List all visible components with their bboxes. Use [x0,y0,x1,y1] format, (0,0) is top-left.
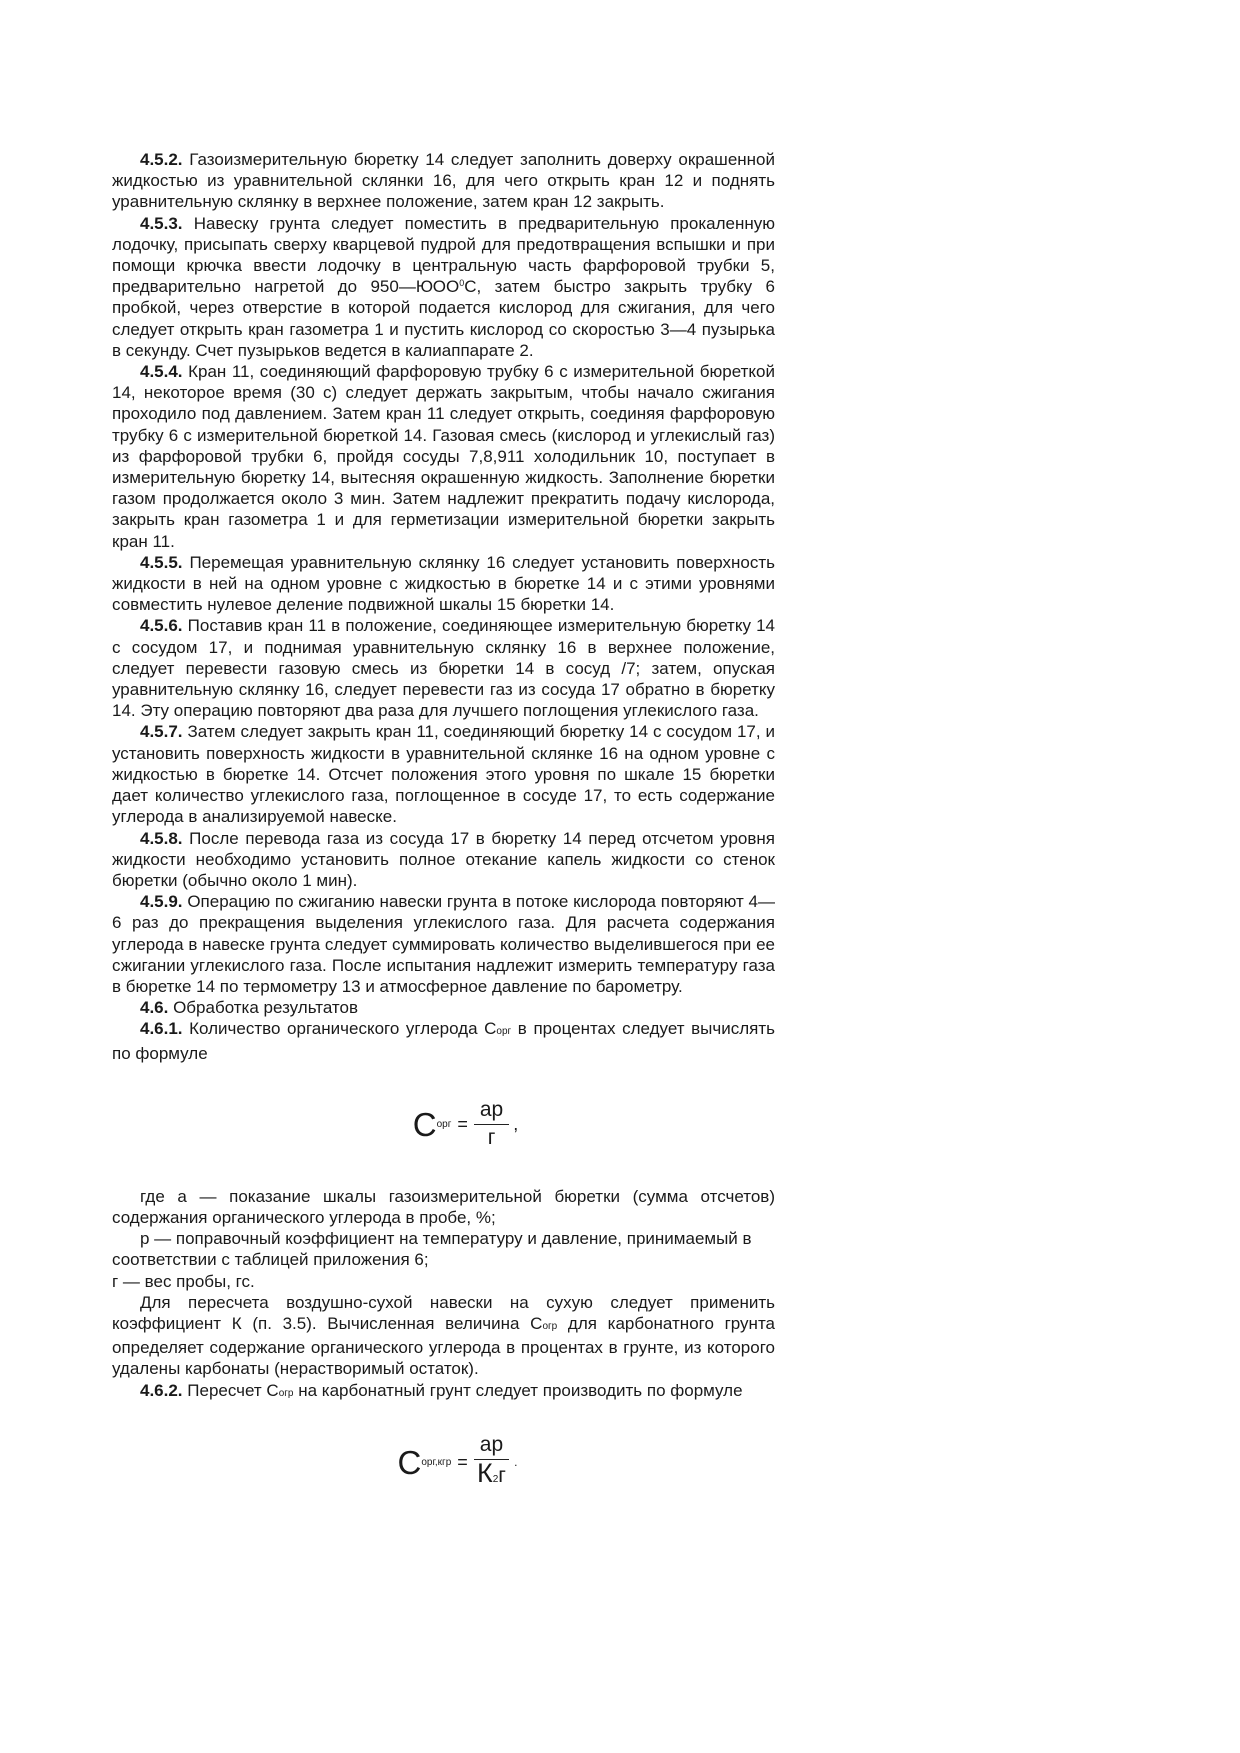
formula-fraction [474,1098,509,1151]
paragraph-4-5-4 [112,361,775,552]
paragraph-text: Затем следует закрыть кран 11, соединяющий бюретку 14 с сосудом 17, и установить поверхность жидкости в уравнительной склянке 16 на одном уровне с жидкостью в бюретке 14. Отсчет положения этого уровня по шкале 15 бюретки дает количество углекислого газа, поглощенное в сосуде 17, то есть содержание углерода в анализируемой навеске. [112,722,775,827]
subscript: огр [278,1387,294,1399]
paragraph-text: Пересчет С [182,1380,279,1400]
formula-fraction [474,1433,509,1493]
paragraph-recalculation [112,1292,775,1380]
formula-punctuation: , [513,1114,519,1135]
paragraph-text: на карбонатный грунт следует производить по формуле [293,1380,743,1400]
paragraph-text: для карбонатного грунта определяет содержание органического углерода в процентах в грунте, из которого удалены карбонаты (нерастворимый остаток). [112,1313,775,1379]
clause-number: 4.6.1. [140,1019,183,1039]
paragraph-text: Перемещая уравнительную склянку 16 следует установить поверхность жидкости в ней на одном уровне с жидкостью в бюретке 14 и с этими уровнями совместить нулевое деление подвижной шкалы 15 бюретки 14. [112,552,775,615]
paragraph-4-6-1 [112,1018,775,1063]
definition-p: р — поправочный коэффициент на температуру и давление, принимаемый в соответствии с таблицей приложения 6; [112,1229,752,1270]
clause-number: 4.5.5. [140,552,183,572]
clause-number: 4.5.2. [140,150,183,169]
document-page [112,149,775,1498]
formula-k-symbol: К [476,1457,493,1488]
formula-k-subscript: 2 [492,1473,499,1485]
formula-numerator: ар [474,1098,509,1125]
paragraph-4-5-9 [112,891,775,997]
formula-symbol: С [397,1444,422,1482]
formula-subscript: орг [436,1119,452,1131]
paragraph-text: Количество органического углерода С [182,1019,497,1039]
formula-denominator [476,1457,506,1493]
section-heading-4-6 [112,997,775,1018]
section-title: Обработка результатов [168,998,359,1018]
formula-denominator: г [487,1126,496,1150]
definition-g: г — вес пробы, гс. [112,1271,255,1291]
clause-number: 4.6. [140,998,169,1018]
formula-c-org [112,1090,775,1160]
paragraph-text: Поставив кран 11 в положение, соединяющее измерительную бюретку 14 с сосудом 17, и поднимая уравнительную склянку 16 в верхнее положение, следует перевести газовую смесь из бюретки 14 в сосуд /7; затем, опуская уравнительную склянку 16, следует перевести газ из сосуда 17 обратно в бюретку 14. Эту операцию повторяют два раза для лучшего поглощения углекислого газа. [112,616,775,721]
paragraph-text: После перевода газа из сосуда 17 в бюретку 14 перед отсчетом уровня жидкости необходимо установить полное отекание капель жидкости со стенок бюретки (обычно около 1 мин). [112,828,775,890]
paragraph-4-5-2 [112,149,775,213]
formula-equals: = [457,1452,468,1473]
paragraph-4-6-2 [112,1380,775,1404]
formula-c-org-kgr [112,1428,775,1498]
formula-subscript: орг,кгр [421,1457,452,1469]
formula-symbol: С [412,1106,437,1144]
clause-number: 4.6.2. [140,1380,183,1400]
clause-number: 4.5.9. [140,892,183,912]
clause-number: 4.5.6. [140,616,183,636]
subscript: огр [542,1320,558,1332]
paragraph-4-5-6 [112,615,775,721]
paragraph-4-5-7 [112,721,775,827]
paragraph-text: Операцию по сжиганию навески грунта в потоке кислорода повторяют 4—6 раз до прекращения выделения углекислого газа. Для расчета содержания углерода в навеске грунта следует суммировать количество выделившегося при ее сжигании углекислого газа. После испытания надлежит измерить температуру газа в бюретке 14 по термометру 13 и атмосферное давление по барометру. [112,892,775,996]
clause-number: 4.5.4. [140,362,183,382]
clause-number: 4.5.7. [140,722,183,742]
paragraph-4-5-3 [112,213,775,361]
formula-numerator: ар [474,1433,509,1460]
formula-g-symbol: г [498,1463,506,1487]
formula-punctuation: . [514,1455,518,1470]
definition-a: где а — показание шкалы газоизмерительной бюретки (сумма отсчетов) содержания органического углерода в пробе, %; [112,1186,775,1227]
superscript-degree: 0 [459,278,465,289]
paragraph-text: Для пересчета воздушно-сухой навески на сухую следует применить коэффициент К (п. 3.5). Вычисленная величина С [112,1292,775,1333]
subscript: орг [496,1026,512,1038]
paragraph-text: С, затем быстро закрыть трубку 6 пробкой, через отверстие в которой подается кислород для сжигания, для чего следует открыть кран газометра 1 и пустить кислород со скоростью 3—4 пузырька в секунду. Счет пузырьков ведется в калиаппарате 2. [112,277,775,360]
paragraph-text: Кран 11, соединяющий фарфоровую трубку 6 с измерительной бюреткой 14, некоторое время (30 с) следует держать закрытым, чтобы начало сжигания проходило под давлением. Затем кран 11 следует открыть, соединяя фарфоровую трубку 6 с измерительной бюреткой 14. Газовая смесь (кислород и углекислый газ) из фарфоровой трубки 6, пройдя сосуды 7,8,911 холодильник 10, поступает в измерительную бюретку 14, вытесняя окрашенную жидкость. Заполнение бюретки газом продолжается около 3 мин. Затем надлежит прекратить подачу кислорода, закрыть кран газометра 1 и для герметизации измерительной бюретки закрыть кран 11. [112,362,775,551]
clause-number: 4.5.8. [140,828,183,848]
clause-number: 4.5.3. [140,213,183,233]
paragraph-text: в процентах следует вычислять по формуле [112,1019,775,1063]
paragraph-4-5-8 [112,828,775,892]
paragraph-4-5-5 [112,552,775,616]
paragraph-text: Газоизмерительную бюретку 14 следует заполнить доверху окрашенной жидкостью из уравнительной склянки 16, для чего открыть кран 12 и поднять уравнительную склянку в верхнее положение, затем кран 12 закрыть. [112,150,775,212]
formula-equals: = [457,1114,468,1135]
paragraph-text: Навеску грунта следует поместить в предварительную прокаленную лодочку, присыпать сверху кварцевой пудрой для предотвращения вспышки и при помощи крючка ввести лодочку в центральную часть фарфоровой трубки 5, предварительно нагретой до 950—ЮОО [112,213,775,297]
